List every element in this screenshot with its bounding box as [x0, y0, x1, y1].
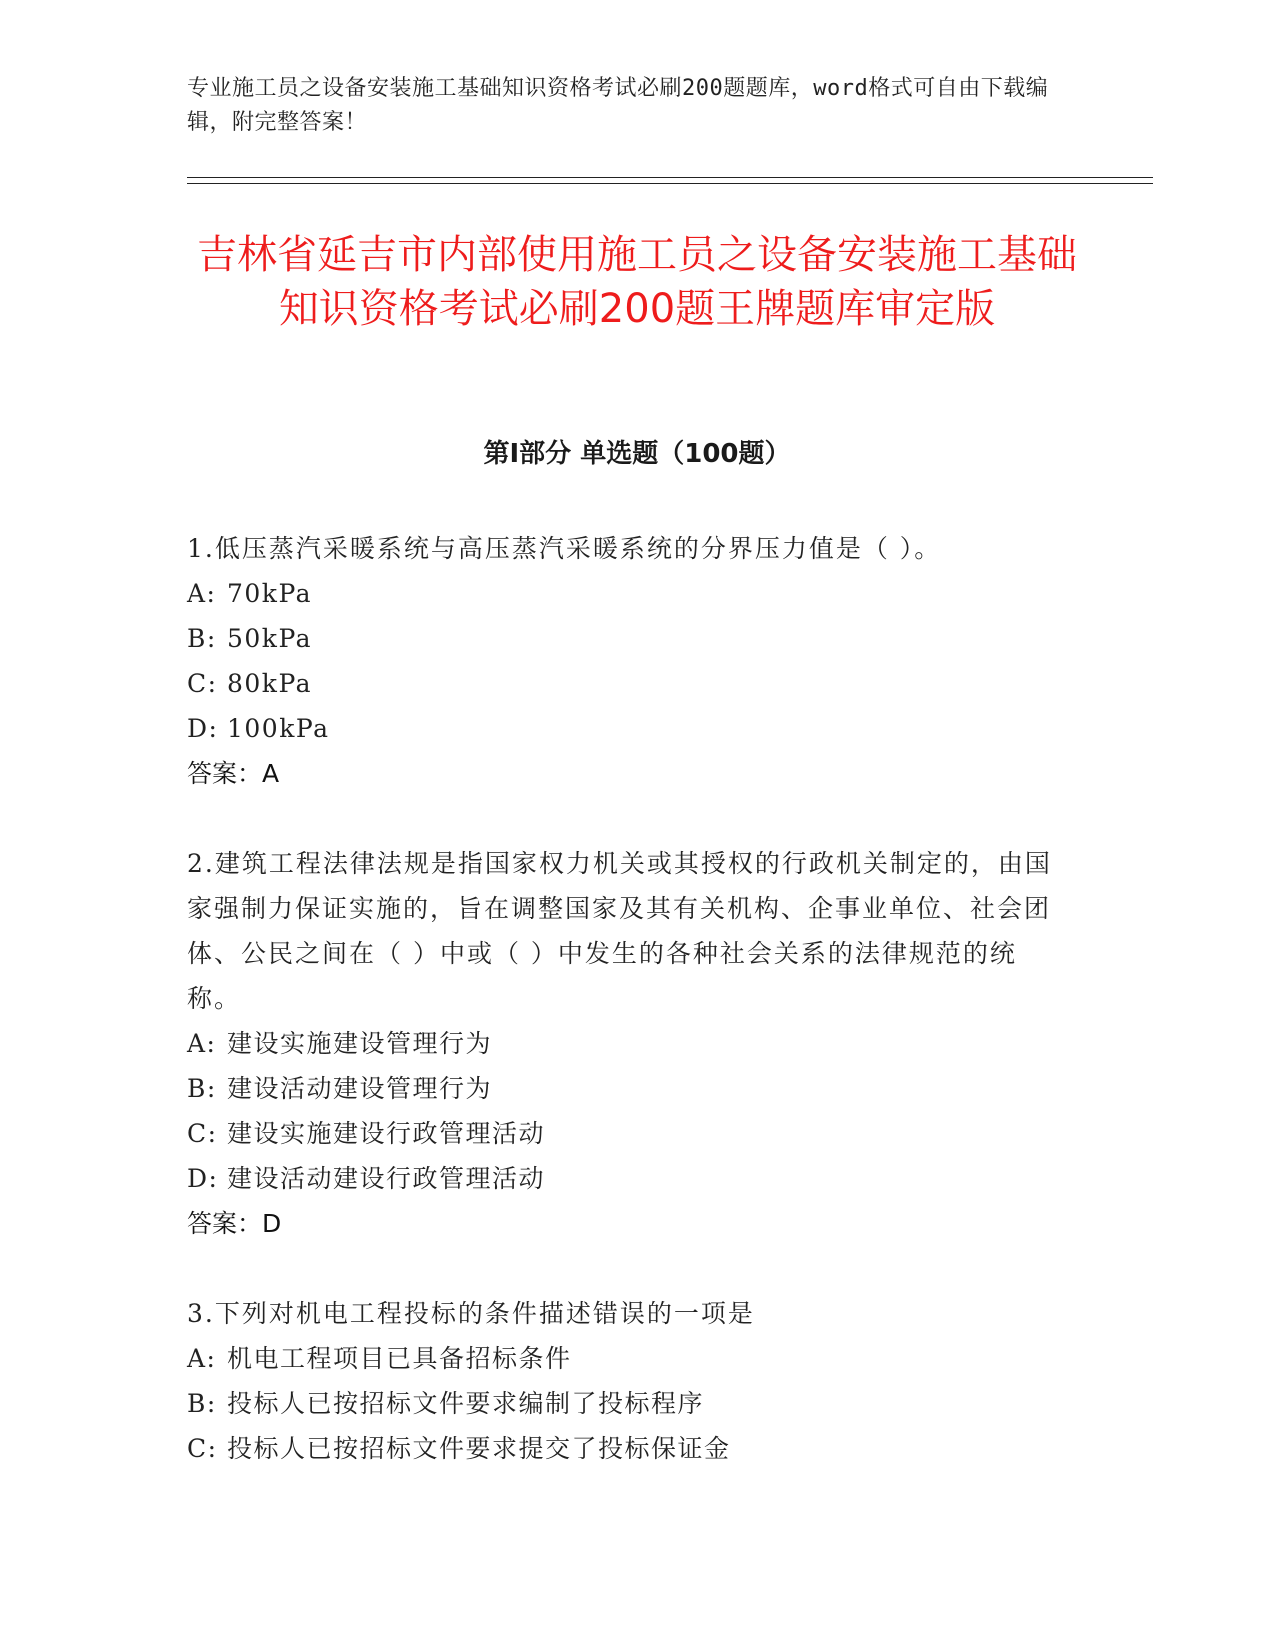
- option-text: 机电工程项目已具备招标条件: [227, 1344, 572, 1373]
- option-text: 70kPa: [227, 579, 313, 608]
- header-divider-bottom: [187, 183, 1153, 184]
- option-text: 建设活动建设管理行为: [227, 1074, 493, 1103]
- option-letter: C:: [187, 669, 218, 698]
- question-option: [187, 1381, 1067, 1426]
- question-stem: 1.低压蒸汽采暖系统与高压蒸汽采暖系统的分界压力值是（ ）。: [187, 534, 942, 563]
- question-option: [187, 661, 1067, 706]
- option-letter: D:: [187, 1164, 219, 1193]
- question-item: [187, 1291, 1067, 1471]
- option-text: 投标人已按招标文件要求编制了投标程序: [227, 1389, 705, 1418]
- question-option: [187, 1066, 1067, 1111]
- option-letter: B:: [187, 1074, 217, 1103]
- question-option: [187, 571, 1067, 616]
- question-answer: 答案：A: [187, 759, 280, 788]
- question-option: [187, 1336, 1067, 1381]
- document-title: 吉林省延吉市内部使用施工员之设备安装施工基础知识资格考试必刷200题王牌题库审定版: [197, 232, 1077, 332]
- option-text: 投标人已按招标文件要求提交了投标保证金: [227, 1434, 731, 1463]
- option-letter: D:: [187, 714, 219, 743]
- option-text: 100kPa: [227, 714, 330, 743]
- question-item: [187, 841, 1067, 1246]
- option-text: 50kPa: [227, 624, 313, 653]
- option-letter: B:: [187, 1389, 217, 1418]
- option-letter: B:: [187, 624, 217, 653]
- header-divider-top: [187, 177, 1153, 178]
- option-letter: C:: [187, 1434, 218, 1463]
- option-letter: A:: [187, 1029, 217, 1058]
- option-text: 80kPa: [227, 669, 313, 698]
- question-list: [187, 526, 1067, 1471]
- option-text: 建设活动建设行政管理活动: [227, 1164, 546, 1193]
- question-option: [187, 616, 1067, 661]
- question-option: [187, 706, 1067, 751]
- option-text: 建设实施建设行政管理活动: [227, 1119, 546, 1148]
- option-text: 建设实施建设管理行为: [227, 1029, 493, 1058]
- question-option: [187, 1111, 1067, 1156]
- question-spacer: [187, 796, 1067, 841]
- option-letter: A:: [187, 579, 217, 608]
- option-letter: C:: [187, 1119, 218, 1148]
- question-spacer: [187, 1246, 1067, 1291]
- question-item: [187, 526, 1067, 796]
- section-title: 第Ⅰ部分 单选题（100题）: [483, 439, 791, 469]
- question-option: [187, 1156, 1067, 1201]
- question-option: [187, 1426, 1067, 1471]
- header-note: 专业施工员之设备安装施工基础知识资格考试必刷200题题库，word格式可自由下载编辑，附完整答案！: [187, 76, 1049, 135]
- question-stem: 2.建筑工程法律法规是指国家权力机关或其授权的行政机关制定的，由国家强制力保证实施的，旨在调整国家及其有关机构、企事业单位、社会团体、公民之间在（ ）中或（ ）中发生的各种社会关系的法律规范的统称。: [187, 849, 1052, 1013]
- option-letter: A:: [187, 1344, 217, 1373]
- question-answer: 答案：D: [187, 1209, 282, 1238]
- question-option: [187, 1021, 1067, 1066]
- question-stem: 3.下列对机电工程投标的条件描述错误的一项是: [187, 1299, 755, 1328]
